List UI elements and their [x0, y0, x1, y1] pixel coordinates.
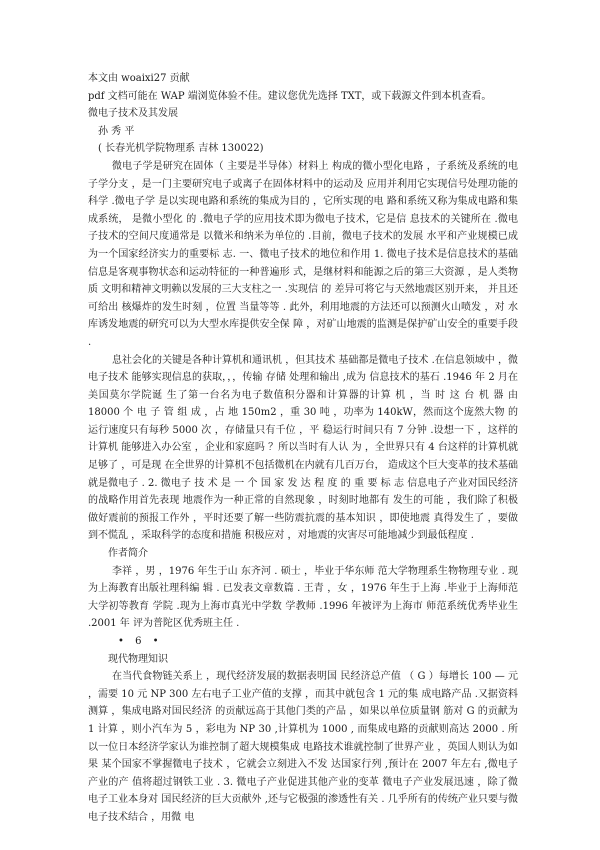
- article-title: 微电子技术及其发展: [88, 108, 178, 120]
- article-paragraph-1: 微电子学是研究在固体（ 主要是半导体）材料上 构成的微小型化电路 ，子系统及系统的电子学分支 ，是一门主要研究电子或离子在固体材料中的运动及 应用并利用它实现信号处理功能的科学 .微电子学 是以实现电路和系统的集成为目的 ，它所实现的电 路和系统又称为集成电路和集成系统， 是微小型化 的 .微电子学的应用技术即为微电子技术，它是信 息技术的关键所在 .微电子技术的空间尺度通常是 以微米和纳米为单位的 .目前，微电子技术的发展 水平和产业规模已成为一个国家经济实力的重要标 志. 一、微电子技术的地位和作用 1. 微电子技术是信息技术的基础 信息是客观事物状态和运动特征的一种普遍形 式，是继材料和能源之后的第三大资源 ，是人类物质 文明和精神文明赖以发展的三大支柱之一 .实现信 的 差异可将它与天然地震区别开来， 并且还可给出 核爆炸的发生时刻 ，位置 当量等等 . 此外，利用地震的方法还可以预测火山喷发 ，对 水库诱发地震的研究可以为大型水库提供安全保 障 ，对矿山地震的监测是保护矿山安全的重要手段 .: [88, 160, 518, 348]
- author-intro-text: 李祥 ，男 ，1976 年生于山 东齐河 . 硕士 ，毕业于华东师 范大学物理系生物物理专业 . 现为上海教育出版社理科编 辑 . 已发表文章数篇 . 王青 ，女 ，1976 年生于上海 .毕业于上海师范大学初等教育 学院 .现为上海市真光中学数 学教师 .1996 年被评为上海市 师范系统优秀毕业生 .2001 年 评为普陀区优秀班主任 .: [88, 565, 518, 630]
- section-title: 现代物理知识: [108, 653, 168, 665]
- page-number: • 6 •: [118, 636, 163, 647]
- source-line: 本文由 woaixi27 贡献: [88, 73, 190, 84]
- article-author: 孙 秀 平: [98, 125, 135, 137]
- article-affiliation: ( 长春光机学院物理系 吉林 130022): [98, 143, 264, 155]
- section-paragraph-1: 在当代食物链关系上 ，现代经济发展的数据表明国 民经济总产值 （ G ）每增长 100 — 元 ，需要 10 元 NP 300 左右电子工业产值的支撑 ，而其中就包含 1 元的集 成电路产品 .又据资料测算 ，集成电路对国民经济 的贡献远高于其他门类的产品 ，如果以单位质量钢 筋对 G 的贡献为 1 计算 ，则小汽车为 5 ，彩电为 NP 30 ,计算机为 1000 , 而集成电路的贡献则高达 2000 . 所以一位日本经济学家认为谁控制了超大规模集成 电路技术谁就控制了世界产业 ，英国人则认为如果 某个国家不掌握微电子技术 ，它就会立刻进入不发 达国家行列 ,预计在 2007 年左右 ,微电子产业的产 值将超过钢铁工业 . 3. 微电子产业促进其他产业的变革 微电子产业发展迅速 ，除了微电子工业本身对 国民经济的巨大贡献外 ,还与它极强的渗透性有关 . 几乎所有的传统产业只要与微电子技术结合 ，用微 电: [88, 671, 518, 823]
- notice-line: pdf 文档可能在 WAP 端浏览体验不佳。建议您优先选择 TXT，或下载源文件到本机查看。: [88, 90, 492, 102]
- article-paragraph-2: 息社会化的关键是各种计算机和通讯机 ，但其技术 基础都是微电子技术 .在信息领域中 ，微电子技术 能够实现信息的获取，，，传输 存储 处理和输出 ,成为 信息技术的基石 .1946 年 2 月在美国莫尔学院诞 生了第一台名为电子数值积分器和计算器的计算 机 ，当 时 这 台 机 器 由 18000 个 电 子 管 组 成 ，占 地 150m2 ，重 30 吨 ，功率为 140kW，然而这个庞然大物 的运行速度只有每秒 5000 次 ，存储量只有千位 ，平 稳运行时间只有 7 分钟 .设想一下 ，这样的计算机 能够进入办公室 ，企业和家庭吗 ？所以当时有人认 为 ，全世界只有 4 台这样的计算机就足够了 ，可是现 在全世界的计算机不包括微机在内就有几百万台， 造成这个巨大变革的技术基础就是微电子 . 2. 微电子 技 术 是 一 个 国 家 发 达 程 度 的 重 要 标 志 信息电子产业对国民经济的战略作用首先表现 地震作为一种正常的自然现象 ，时刻时地都有 发生的可能 ，我们除了积极做好震前的预报工作外 ，平时还要了解一些防震抗震的基本知识 ，即使地震 真得发生了 ，要做到不慌乱 ，采取科学的态度和措施 积极应对 ，对地震的灾害尽可能地减少到最低程度 .: [88, 354, 518, 542]
- author-intro-heading: 作者简介: [108, 548, 148, 560]
- document-page: [88, 70, 518, 827]
